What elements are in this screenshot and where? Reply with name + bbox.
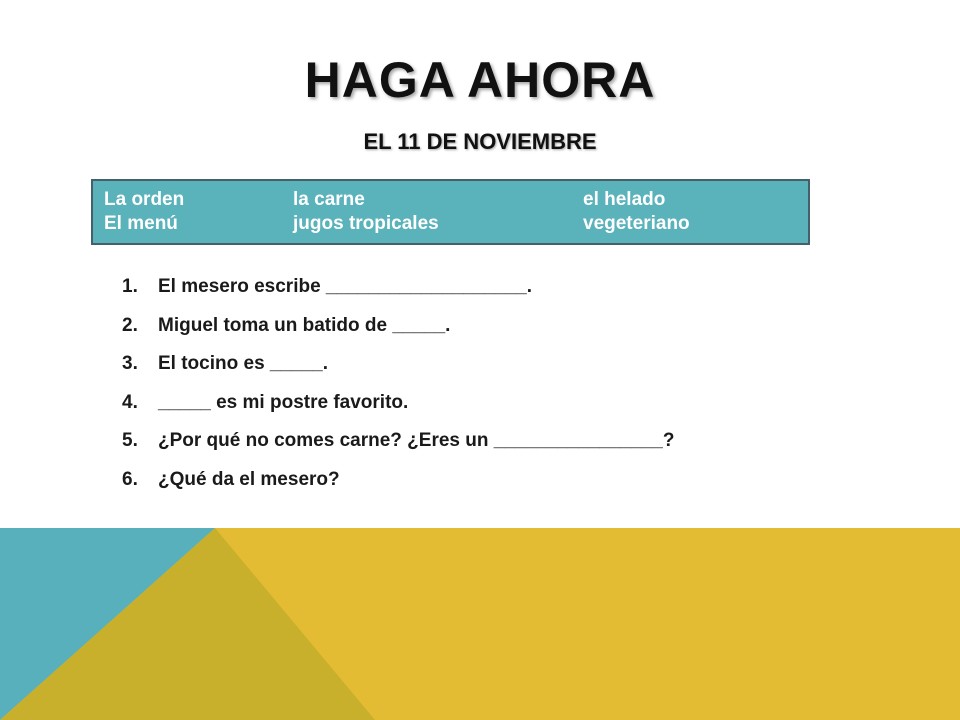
word-bank-item: El menú (104, 213, 178, 234)
question-number: 5. (122, 430, 138, 451)
slide-subtitle: EL 11 DE NOVIEMBRE (363, 129, 597, 154)
question-item (122, 349, 882, 388)
word-bank-item: jugos tropicales (293, 213, 439, 234)
slide-title: HAGA AHORA (304, 52, 656, 108)
question-item (122, 465, 882, 504)
decorative-band (0, 528, 960, 720)
word-bank-item: La orden (104, 189, 185, 210)
question-text: Miguel toma un batido de _____. (158, 314, 451, 336)
question-text: ¿Por qué no comes carne? ¿Eres un ________________? (158, 430, 675, 451)
word-bank-item: el helado (583, 189, 666, 210)
question-number: 6. (122, 468, 138, 490)
question-number: 4. (122, 391, 138, 413)
question-item (122, 388, 882, 427)
question-item (122, 272, 882, 311)
question-number: 2. (122, 314, 138, 336)
question-text: ¿Qué da el mesero? (158, 468, 340, 490)
word-bank-item: vegeteriano (583, 213, 690, 234)
question-list (122, 272, 882, 503)
question-item (122, 426, 882, 465)
question-text: _____ es mi postre favorito. (158, 391, 409, 413)
question-text: El tocino es _____. (158, 353, 329, 374)
question-number: 3. (122, 353, 138, 374)
question-text: El mesero escribe ___________________. (158, 276, 532, 297)
question-item (122, 311, 882, 350)
word-bank-item: la carne (293, 189, 365, 210)
word-bank (91, 179, 810, 245)
question-number: 1. (122, 276, 138, 297)
